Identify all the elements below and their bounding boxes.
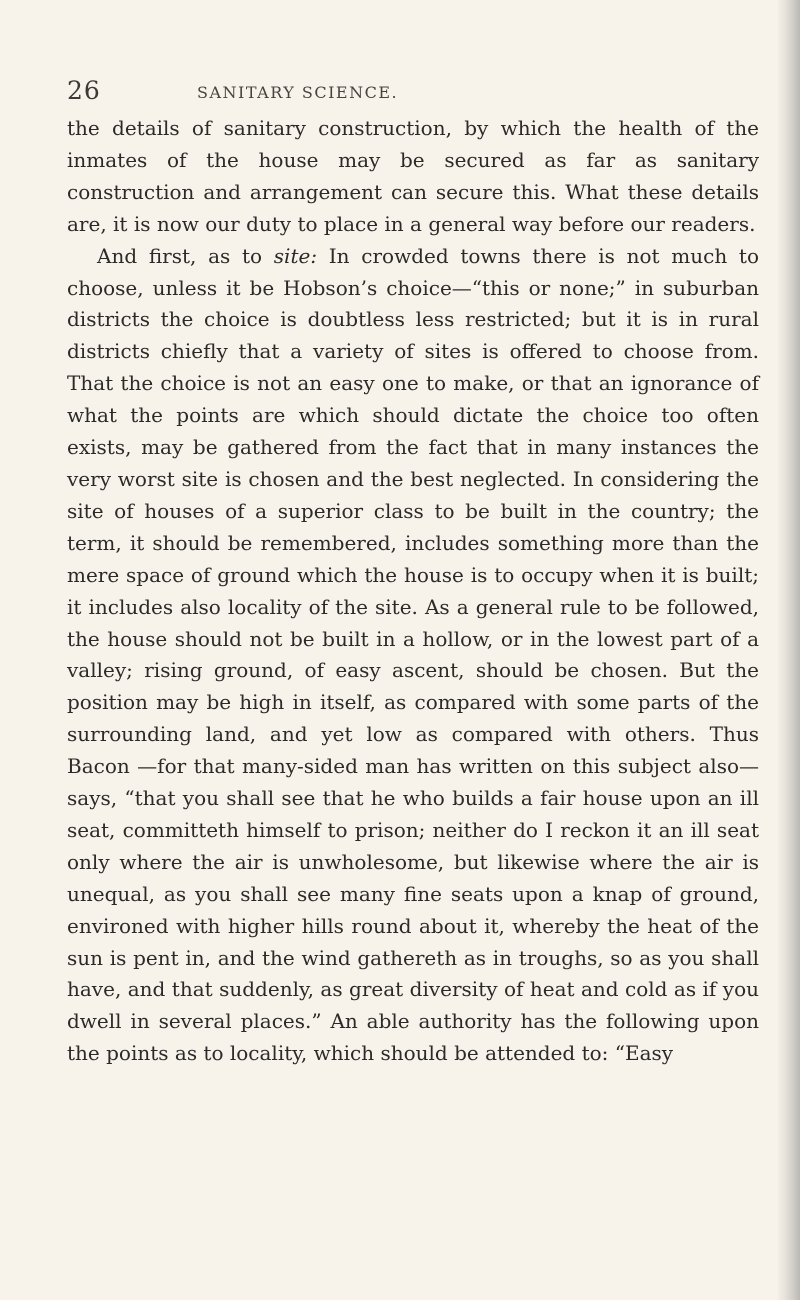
page-header <box>67 70 767 106</box>
running-head: SANITARY SCIENCE. <box>197 83 399 102</box>
paragraph-2-emphasis: site: <box>273 243 318 268</box>
page-gutter-edge <box>778 0 800 1300</box>
paragraph-2 <box>67 241 759 1071</box>
page-number: 26 <box>67 76 101 105</box>
paragraph-1: the details of sanitary construction, by which the health of the inmates of the house may be secured as far as sanitary construction and arrangement can secure this. What these details are, it is now our duty to place in a general way before our readers. <box>67 116 759 236</box>
paragraph-2-lead: And first, as to <box>97 243 274 268</box>
body-text <box>67 113 759 1070</box>
paragraph-2-text: In crowded towns there is not much to choose, unless it be Hobson’s choice—“this or none;” in suburban districts the choice is doubtless less restricted; but it is in rural districts chiefly that a variety of sites is offered to choose from. That the choice is not an easy one to make, or that an ignorance of what the points are which should dictate the choice too often exists, may be gathered from the fact that in many instances the very worst site is chosen and the best neglected. In considering the site of houses of a superior class to be built in the country; the term, it should be remembered, includes something more than the mere space of ground which the house is to occupy when it is built; it includes also locality of the site. As a general rule to be followed, the house should not be built in a hollow, or in the lowest part of a valley; rising ground, of easy ascent, should be chosen. But the position may be high in itself, as compared with some parts of the surrounding land, and yet low as compared with others. Thus Bacon —for that many-sided man has written on this subject also—says, “that you shall see that he who builds a fair house upon an ill seat, committeth himself to prison; neither do I reckon it an ill seat only where the air is unwholesome, but likewise where the air is unequal, as you shall see many fine seats upon a knap of ground, environed with higher hills round about it, whereby the heat of the sun is pent in, and the wind gathereth as in troughs, so as you shall have, and that suddenly, as great diversity of heat and cold as if you dwell in several places.” An able authority has the following upon the points as to locality, which should be attended to: “Easy <box>67 243 760 1066</box>
